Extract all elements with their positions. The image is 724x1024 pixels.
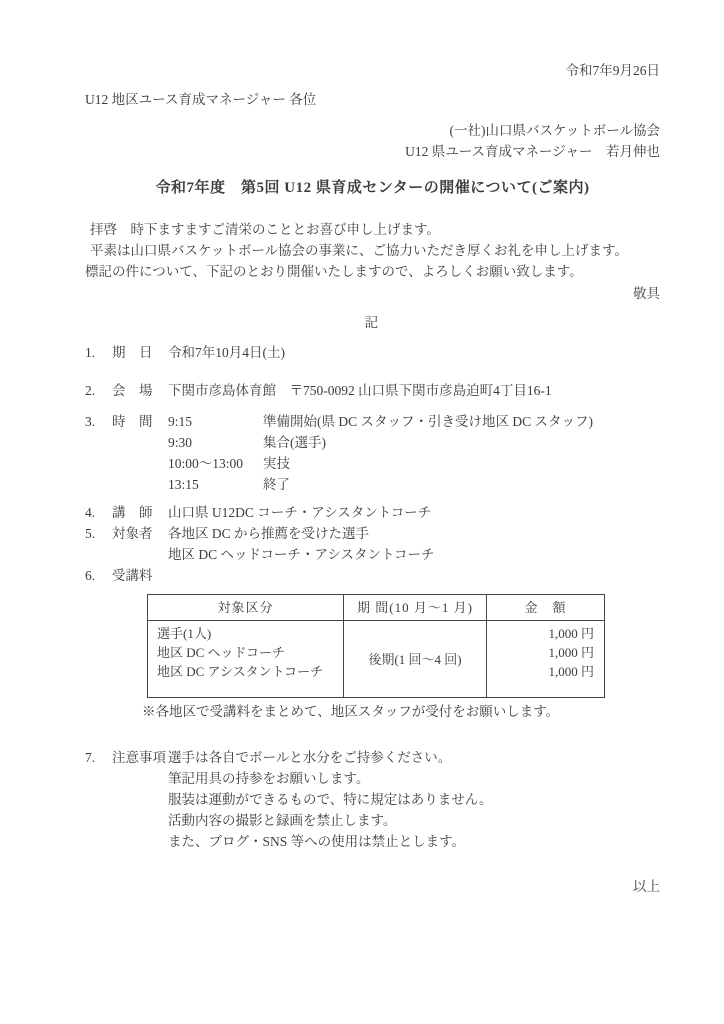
item-fee-label: 受講料 [112,568,153,583]
fee-table-header-category: 対象区分 [148,595,344,621]
schedule-desc-2: 集合(選手) [263,435,326,450]
precaution-line-5: また、ブログ・SNS 等への使用は禁止とします。 [168,834,466,849]
document-title: 令和7年度 第5回 U12 県育成センターの開催について(ご案内) [155,180,590,196]
item-date-number: 1. [85,345,96,360]
item-venue-value: 下関市彦島体育館 〒750-0092 山口県下関市彦島迫町4丁目16-1 [168,383,552,398]
fee-note: ※各地区で受講料をまとめて、地区スタッフが受付をお願いします。 [142,704,560,719]
schedule-row [168,453,660,474]
addressee-line: U12 地区ユース育成マネージャー 各位 [85,92,317,107]
item-venue-label: 会 場 [112,383,153,398]
fee-category-2: 地区 DC ヘッドコーチ [157,645,286,660]
schedule-row [168,474,660,495]
schedule-list [168,411,660,495]
sender-block [85,120,660,162]
fee-table-header-period: 期 間(10 月～1 月) [344,595,487,621]
item-instructor-number: 4. [85,505,96,520]
schedule-desc-3: 実技 [263,456,290,471]
item-venue-number: 2. [85,383,96,398]
schedule-time-4: 13:15 [168,477,199,492]
fee-amount-2: 1,000 円 [548,645,594,660]
greeting-line-3: 標記の件について、下記のとおり開催いたしますので、よろしくお願い致します。 [85,264,583,279]
greeting-paragraph [85,219,660,282]
item-instructor-value: 山口県 U12DC コーチ・アシスタントコーチ [168,505,432,520]
precaution-line-2: 筆記用具の持参をお願いします。 [168,771,370,786]
schedule-desc-4: 終了 [263,477,290,492]
item-precautions-number: 7. [85,750,96,765]
precaution-line-4: 活動内容の撮影と録画を禁止します。 [168,813,397,828]
record-heading: 記 [364,315,381,330]
item-date-label: 期 日 [112,345,153,360]
item-instructor-label: 講 師 [112,505,153,520]
item-target-line-2: 地区 DC ヘッドコーチ・アシスタントコーチ [168,547,435,562]
schedule-time-3: 10:00～13:00 [168,456,244,471]
document-date: 令和7年9月26日 [565,63,660,78]
item-target-value [168,523,660,565]
precaution-line-3: 服装は運動ができるもので、特に規定はありません。 [168,792,493,807]
schedule-time-2: 9:30 [168,435,193,450]
schedule-time-1: 9:15 [168,414,193,429]
schedule-desc-1: 準備開始(県 DC スタッフ・引き受け地区 DC スタッフ) [263,414,593,429]
fee-table-amounts-cell [487,621,605,698]
precaution-line-1: 選手は各自でボールと水分をご持参ください。 [168,750,452,765]
fee-category-1: 選手(1人) [157,626,212,641]
fee-amount-3: 1,000 円 [548,664,594,679]
closing-ijou: 以上 [633,879,660,894]
closing-keigu: 敬具 [633,286,660,301]
greeting-line-1: 拝啓 時下ますますご清栄のこととお喜び申し上げます。 [90,222,440,237]
item-precautions [85,747,660,852]
sender-organization: (一社)山口県バスケットボール協会 [449,123,660,138]
item-venue [85,380,660,401]
item-fee-number: 6. [85,568,96,583]
fee-table-header-amount: 金 額 [487,595,605,621]
fee-amount-1: 1,000 円 [548,626,594,641]
item-target-label: 対象者 [112,526,153,541]
item-target-line-1: 各地区 DC から推薦を受けた選手 [168,526,370,541]
item-target [85,523,660,565]
item-time-label: 時 間 [112,414,153,429]
greeting-line-2: 平素は山口県バスケットボール協会の事業に、ご協力いただき厚くお礼を申し上げます。 [90,243,628,258]
fee-table-period-cell: 後期(1 回～4 回) [344,621,487,698]
item-time-number: 3. [85,414,96,429]
item-date [85,342,660,363]
schedule-row [168,432,660,453]
schedule-row [168,411,660,432]
item-fee [85,565,660,586]
fee-table-categories-cell [148,621,344,698]
precautions-list [168,747,660,852]
fee-table-header-row [148,595,605,621]
fee-table [147,594,605,698]
item-time [85,411,660,495]
fee-table-body-row [148,621,605,698]
item-instructor [85,502,660,523]
item-date-value: 令和7年10月4日(土) [168,345,285,360]
fee-category-3: 地区 DC アシスタントコーチ [157,664,324,679]
sender-name: U12 県ユース育成マネージャー 若月伸也 [405,144,660,159]
item-precautions-label: 注意事項 [112,750,166,765]
item-target-number: 5. [85,526,96,541]
